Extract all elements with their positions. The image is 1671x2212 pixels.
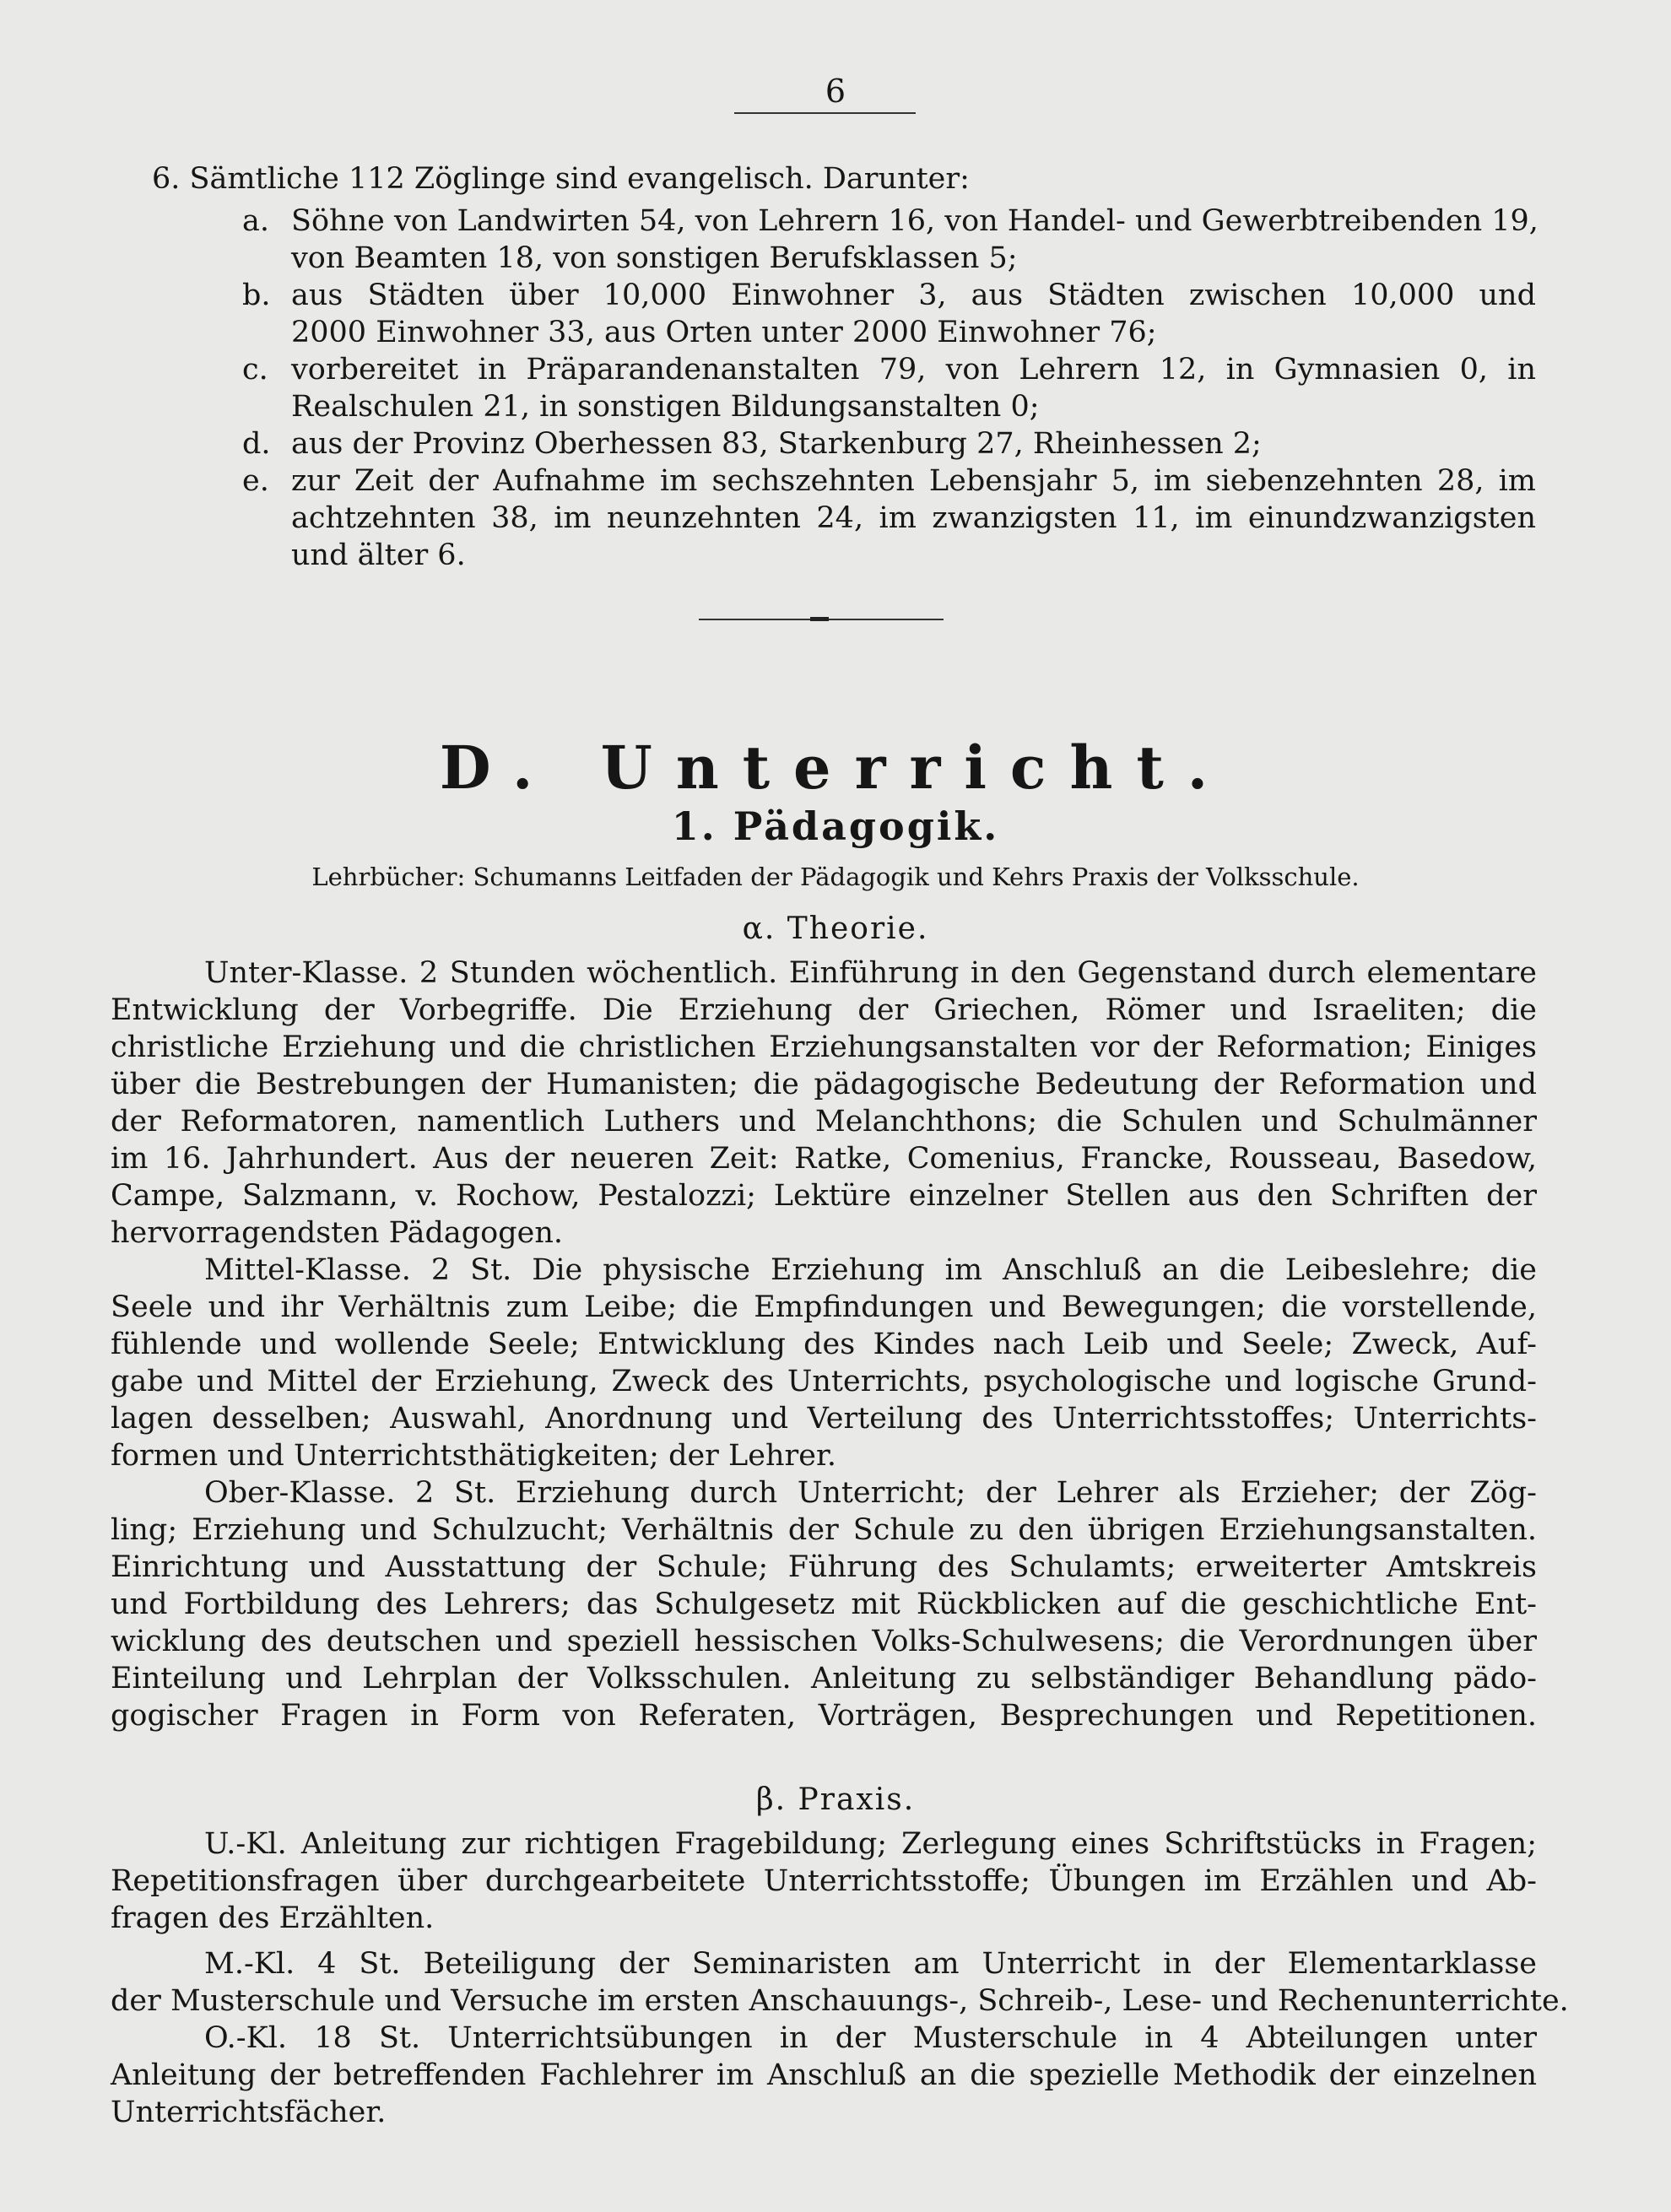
- text-line: fühlende und wollende Seele; Entwicklung des Kindes nach Leib und Seele; Zweck, Auf-: [111, 1328, 1537, 1361]
- stats-item-letter: e.: [242, 464, 269, 498]
- text-line: christliche Erziehung und die christlichen Erziehungsanstalten vor der Reformation; Einiges: [111, 1030, 1537, 1064]
- text-line: wicklung des deutschen und speziell hessischen Volks-Schulwesens; die Verordnungen über: [111, 1625, 1537, 1658]
- stats-intro: 6. Sämtliche 112 Zöglinge sind evangelisch. Darunter:: [152, 162, 970, 196]
- top-rule: [734, 112, 916, 114]
- stats-item-letter: a.: [242, 204, 269, 238]
- text-line: über die Bestrebungen der Humanisten; die pädagogische Bedeutung der Reformation und: [111, 1068, 1537, 1101]
- stats-item-line: aus der Provinz Oberhessen 83, Starkenburg 27, Rheinhessen 2;: [291, 427, 1262, 461]
- text-line: und Fortbildung des Lehrers; das Schulgesetz mit Rückblicken auf die geschichtliche Ent-: [111, 1587, 1537, 1621]
- text-line: Unterrichtsfächer.: [111, 2096, 387, 2129]
- text-line: Mittel-Klasse. 2 St. Die physische Erziehung im Anschluß an die Leibeslehre; die: [204, 1253, 1537, 1287]
- text-line: formen und Unterrichtsthätigkeiten; der Lehrer.: [111, 1439, 836, 1473]
- stats-item-letter: b.: [242, 279, 271, 312]
- text-line: gabe und Mittel der Erziehung, Zweck des Unterrichts, psychologische und logische Grund-: [111, 1365, 1537, 1398]
- text-line: Ober-Klasse. 2 St. Erziehung durch Unterricht; der Lehrer als Erzieher; der Zög-: [204, 1476, 1537, 1510]
- stats-item-line: und älter 6.: [291, 538, 466, 572]
- stats-item-line: aus Städten über 10,000 Einwohner 3, aus Städten zwischen 10,000 und: [291, 279, 1536, 312]
- text-line: U.-Kl. Anleitung zur richtigen Fragebildung; Zerlegung eines Schriftstücks in Fragen;: [204, 1827, 1537, 1861]
- text-line: Einteilung und Lehrplan der Volksschulen. Anleitung zu selbständiger Behandlung pädo-: [111, 1662, 1537, 1696]
- theory-heading: α. Theorie.: [742, 911, 929, 946]
- page-number: 6: [825, 73, 846, 110]
- text-line: ling; Erziehung und Schulzucht; Verhältnis der Schule zu den übrigen Erziehungsanstalten.: [111, 1513, 1537, 1547]
- text-line: Repetitionsfragen über durchgearbeitete Unterrichtsstoffe; Übungen im Erzählen und Ab-: [111, 1864, 1537, 1898]
- stats-item-letter: d.: [242, 427, 271, 461]
- text-line: im 16. Jahrhundert. Aus der neueren Zeit: Ratke, Comenius, Francke, Rousseau, Basedow,: [111, 1142, 1537, 1176]
- text-line: Seele und ihr Verhältnis zum Leibe; die Empfindungen und Bewegungen; die vorstellende,: [111, 1290, 1537, 1324]
- stats-item-line: achtzehnten 38, im neunzehnten 24, im zwanzigsten 11, im einundzwanzigsten: [291, 501, 1536, 535]
- text-line: der Musterschule und Versuche im ersten Anschauungs-, Schreib-, Lese- und Rechenunterrichte.: [111, 1984, 1569, 2018]
- text-line: M.-Kl. 4 St. Beteiligung der Seminaristen am Unterricht in der Elementarklasse: [204, 1947, 1537, 1981]
- textbooks-note: Lehrbücher: Schumanns Leitfaden der Pädagogik und Kehrs Praxis der Volksschule.: [311, 863, 1360, 891]
- practice-heading: β. Praxis.: [755, 1782, 916, 1817]
- text-line: O.-Kl. 18 St. Unterrichtsübungen in der Musterschule in 4 Abteilungen unter: [204, 2021, 1537, 2055]
- text-line: Unter-Klasse. 2 Stunden wöchentlich. Einführung in den Gegenstand durch elementare: [204, 956, 1537, 990]
- text-line: Entwicklung der Vorbegriffe. Die Erziehung der Griechen, Römer und Israeliten; die: [111, 993, 1537, 1027]
- stats-item-letter: c.: [242, 353, 268, 387]
- text-line: Einrichtung und Ausstattung der Schule; Führung des Schulamts; erweiterter Amtskreis: [111, 1550, 1537, 1584]
- stats-item-line: von Beamten 18, von sonstigen Berufsklassen 5;: [291, 241, 1018, 275]
- text-line: lagen desselben; Auswahl, Anordnung und Verteilung des Unterrichtsstoffes; Unterrichts-: [111, 1402, 1537, 1436]
- stats-item-line: vorbereitet in Präparandenanstalten 79, von Lehrern 12, in Gymnasien 0, in: [291, 353, 1536, 387]
- text-line: Anleitung der betreffenden Fachlehrer im Anschluß an die spezielle Methodik der einzelnen: [111, 2058, 1537, 2092]
- text-line: hervorragendsten Pädagogen.: [111, 1216, 564, 1250]
- stats-item-line: Realschulen 21, in sonstigen Bildungsanstalten 0;: [291, 390, 1040, 424]
- stats-item-line: zur Zeit der Aufnahme im sechszehnten Lebensjahr 5, im siebenzehnten 28, im: [291, 464, 1536, 498]
- stats-item-line: 2000 Einwohner 33, aus Orten unter 2000 Einwohner 76;: [291, 316, 1157, 349]
- section-divider-accent: [810, 617, 829, 621]
- section-title: D. Unterricht.: [439, 733, 1232, 803]
- subsection-title: 1. Pädagogik.: [671, 803, 1000, 849]
- stats-item-line: Söhne von Landwirten 54, von Lehrern 16, von Handel- und Gewerbtreibenden 19,: [291, 204, 1539, 238]
- text-line: fragen des Erzählten.: [111, 1901, 435, 1935]
- text-line: Campe, Salzmann, v. Rochow, Pestalozzi; Lektüre einzelner Stellen aus den Schriften der: [111, 1179, 1537, 1213]
- text-line: der Reformatoren, namentlich Luthers und Melanchthons; die Schulen und Schulmänner: [111, 1105, 1537, 1138]
- text-line: gogischer Fragen in Form von Referaten, Vorträgen, Besprechungen und Repetitionen.: [111, 1699, 1537, 1733]
